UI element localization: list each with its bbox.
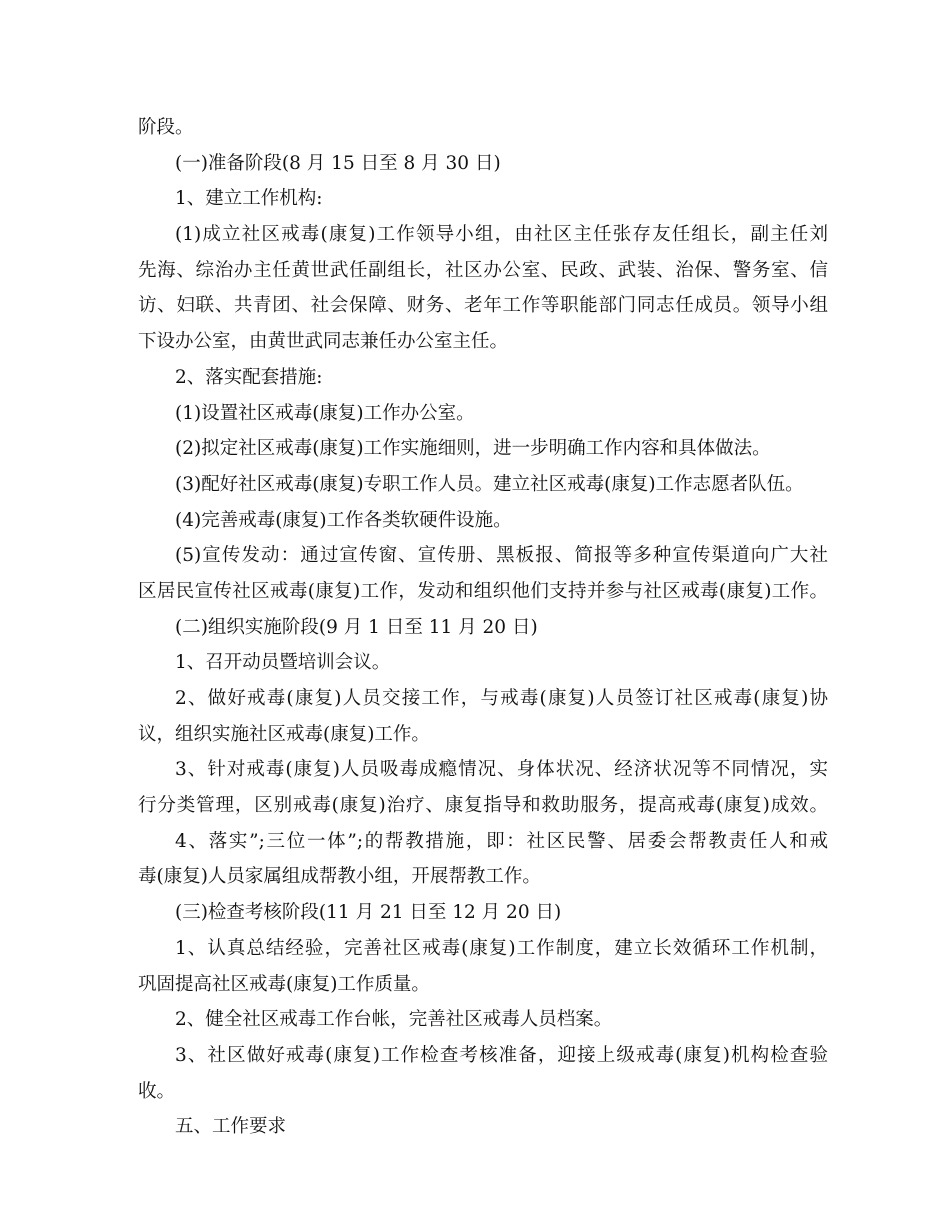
text-line: (2)拟定社区戒毒(康复)工作实施细则，进一步明确工作内容和具体做法。 [175,438,771,460]
text-line: (1)成立社区戒毒(康复)工作领导小组，由社区主任张存友任组长，副主任刘 [175,224,828,246]
document-body [138,110,828,1145]
text-line: 1、认真总结经验，完善社区戒毒(康复)工作制度，建立长效循环工作机制， [175,937,828,959]
text-line: (三)检查考核阶段(11 月 21 日至 12 月 20 日) [175,902,562,924]
text-line: (5)宣传发动：通过宣传窗、宣传册、黑板报、简报等多种宣传渠道向广大社 [175,545,828,567]
text-line: 3、针对戒毒(康复)人员吸毒成瘾情况、身体状况、经济状况等不同情况，实 [175,759,828,781]
text-line: 五、工作要求 [175,1116,287,1138]
text-line: 收。 [138,1080,176,1102]
text-line: 巩固提高社区戒毒(康复)工作质量。 [138,973,430,995]
text-line: 毒(康复)人员家属组成帮教小组，开展帮教工作。 [138,866,541,888]
text-line: 区居民宣传社区戒毒(康复)工作，发动和组织他们支持并参与社区戒毒(康复)工作。 [138,580,828,602]
text-line: 2、健全社区戒毒工作台帐，完善社区戒毒人员档案。 [175,1009,613,1031]
text-line: 1、召开动员暨培训会议。 [175,652,391,674]
text-line: 议，组织实施社区戒毒(康复)工作。 [138,723,430,745]
text-line: 访、妇联、共青团、社会保障、财务、老年工作等职能部门同志任成员。领导小组 [138,295,828,317]
text-line: 3、社区做好戒毒(康复)工作检查考核准备，迎接上级戒毒(康复)机构检查验 [175,1044,828,1066]
text-line: 阶段。 [138,117,194,138]
text-line: 4、落实”;三位一体”;的帮教措施，即：社区民警、居委会帮教责任人和戒 [175,830,828,852]
text-line: 下设办公室，由黄世武同志兼任办公室主任。 [138,331,509,353]
text-line: (二)组织实施阶段(9 月 1 日至 11 月 20 日) [175,616,538,638]
text-line: 1、建立工作机构: [175,188,323,210]
text-line: (4)完善戒毒(康复)工作各类软硬件设施。 [175,509,512,531]
text-line: (3)配好社区戒毒(康复)专职工作人员。建立社区戒毒(康复)工作志愿者队伍。 [175,473,804,495]
text-line: 先海、综治办主任黄世武任副组长，社区办公室、民政、武装、治保、警务室、信 [138,259,828,281]
text-line: 2、落实配套措施: [175,366,323,388]
text-line: (一)准备阶段(8 月 15 日至 8 月 30 日) [175,152,501,174]
text-line: 2、做好戒毒(康复)人员交接工作，与戒毒(康复)人员签订社区戒毒(康复)协 [175,688,828,709]
text-line: (1)设置社区戒毒(康复)工作办公室。 [175,402,475,424]
text-line: 行分类管理，区别戒毒(康复)治疗、康复指导和救助服务，提高戒毒(康复)成效。 [138,795,828,817]
